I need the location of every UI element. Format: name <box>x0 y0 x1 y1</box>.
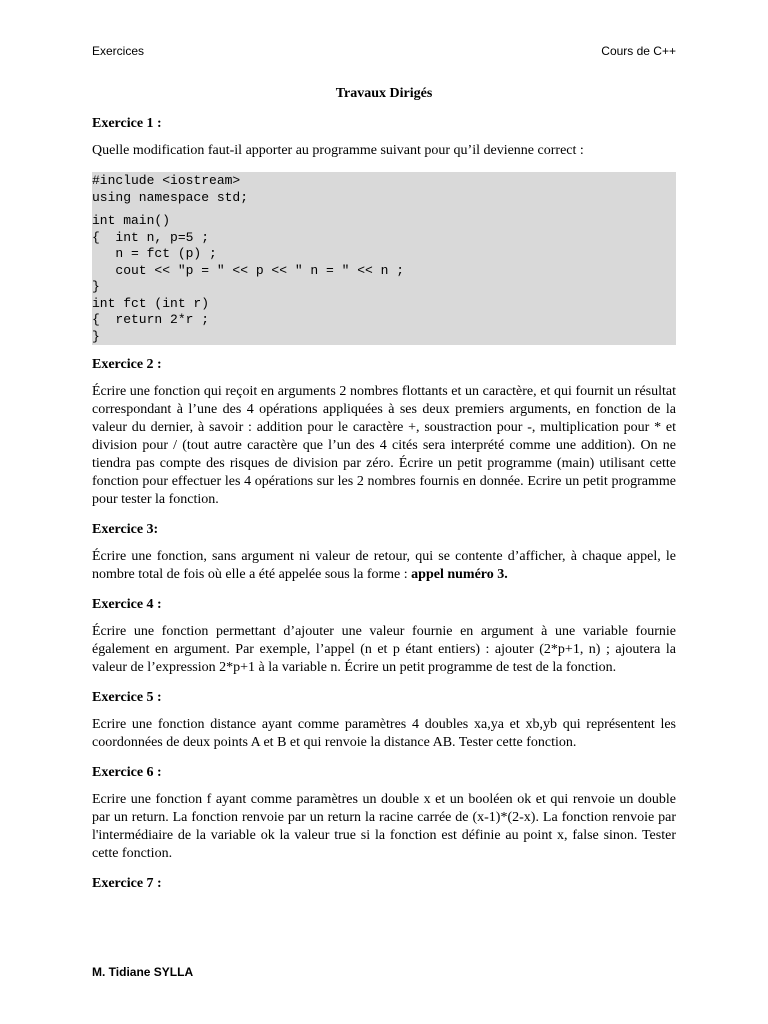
exercise-2-title: Exercice 2 : <box>92 357 162 372</box>
exercise-3-emphasis: appel numéro 3. <box>411 567 508 582</box>
exercise-4-title: Exercice 4 : <box>92 597 162 612</box>
code-line: cout << "p = " << p << " n = " << n ; <box>92 262 405 278</box>
exercise-6-title: Exercice 6 : <box>92 765 162 780</box>
exercise-5-text: Ecrire une fonction distance ayant comme paramètres 4 doubles xa,ya et xb,yb qui représentent les coordonnées de deux points A et B et qui renvoie la distance AB. Tester cette fonction. <box>92 717 676 750</box>
code-line: n = fct (p) ; <box>92 246 217 261</box>
code-line: #include <iostream> <box>92 173 241 188</box>
exercise-2-text: Écrire une fonction qui reçoit en arguments 2 nombres flottants et un caractère, et qui fournit un résultat correspondant à l’une des 4 opérations appliquées à ses deux premiers arguments, en fonction de la valeur du dernier, à savoir : addition pour le caractère +, soustraction pour -, multiplication pour * et division pour / (tout autre caractère que l’un des 4 cités sera interprété comme une addition). On ne tiendra pas compte des risques de division par zéro. Écrire un petit programme (main) utilisant cette fonction pour effectuer les 4 opérations sur les 2 nombres fournis en donnée. Ecrire un petit programme pour tester la fonction. <box>92 384 676 507</box>
exercise-4-text: Écrire une fonction permettant d’ajouter une valeur fournie en argument à une variable fournie également en argument. Par exemple, l’appel (n et p étant entiers) : ajouter (2*p+1, n) ; ajoutera la valeur de l’expression 2*p+1 à la variable n. Écrire un petit programme de test de la fonction. <box>92 624 676 675</box>
exercise-3-text <box>92 548 676 584</box>
code-line: } <box>92 279 100 294</box>
exercise-1-text: Quelle modification faut-il apporter au programme suivant pour qu’il devienne correct : <box>92 143 584 158</box>
exercise-6-text: Ecrire une fonction f ayant comme paramètres un double x et un booléen ok et qui renvoie un double par un return. La fonction renvoie par un return la racine carrée de (x-1)*(2-x). La fonction renvoie par l'intermédiaire de la variable ok la valeur true si la fonction est définie au point x, false sinon. Tester cette fonction. <box>92 792 676 861</box>
code-line: { return 2*r ; <box>92 312 210 327</box>
footer-author: M. Tidiane SYLLA <box>92 965 194 979</box>
exercise-3-body: Écrire une fonction, sans argument ni valeur de retour, qui se contente d’afficher, à chaque appel, le nombre total de fois où elle a été appelée sous la forme : <box>92 549 676 582</box>
page-title: Travaux Dirigés <box>335 86 433 101</box>
exercise-5-title: Exercice 5 : <box>92 690 162 705</box>
header-right: Cours de C++ <box>601 44 676 58</box>
code-line: { int n, p=5 ; <box>92 229 210 245</box>
code-line: int fct (int r) <box>92 295 210 311</box>
exercise-3-title: Exercice 3: <box>92 522 159 537</box>
exercise-1-title: Exercice 1 : <box>92 116 162 131</box>
code-line: using namespace std; <box>92 189 249 205</box>
code-line: int main() <box>92 213 171 228</box>
code-block <box>92 172 676 345</box>
header-left: Exercices <box>92 44 145 58</box>
exercise-7-title: Exercice 7 : <box>92 876 162 891</box>
document-body <box>92 85 676 902</box>
code-line: } <box>92 328 100 344</box>
